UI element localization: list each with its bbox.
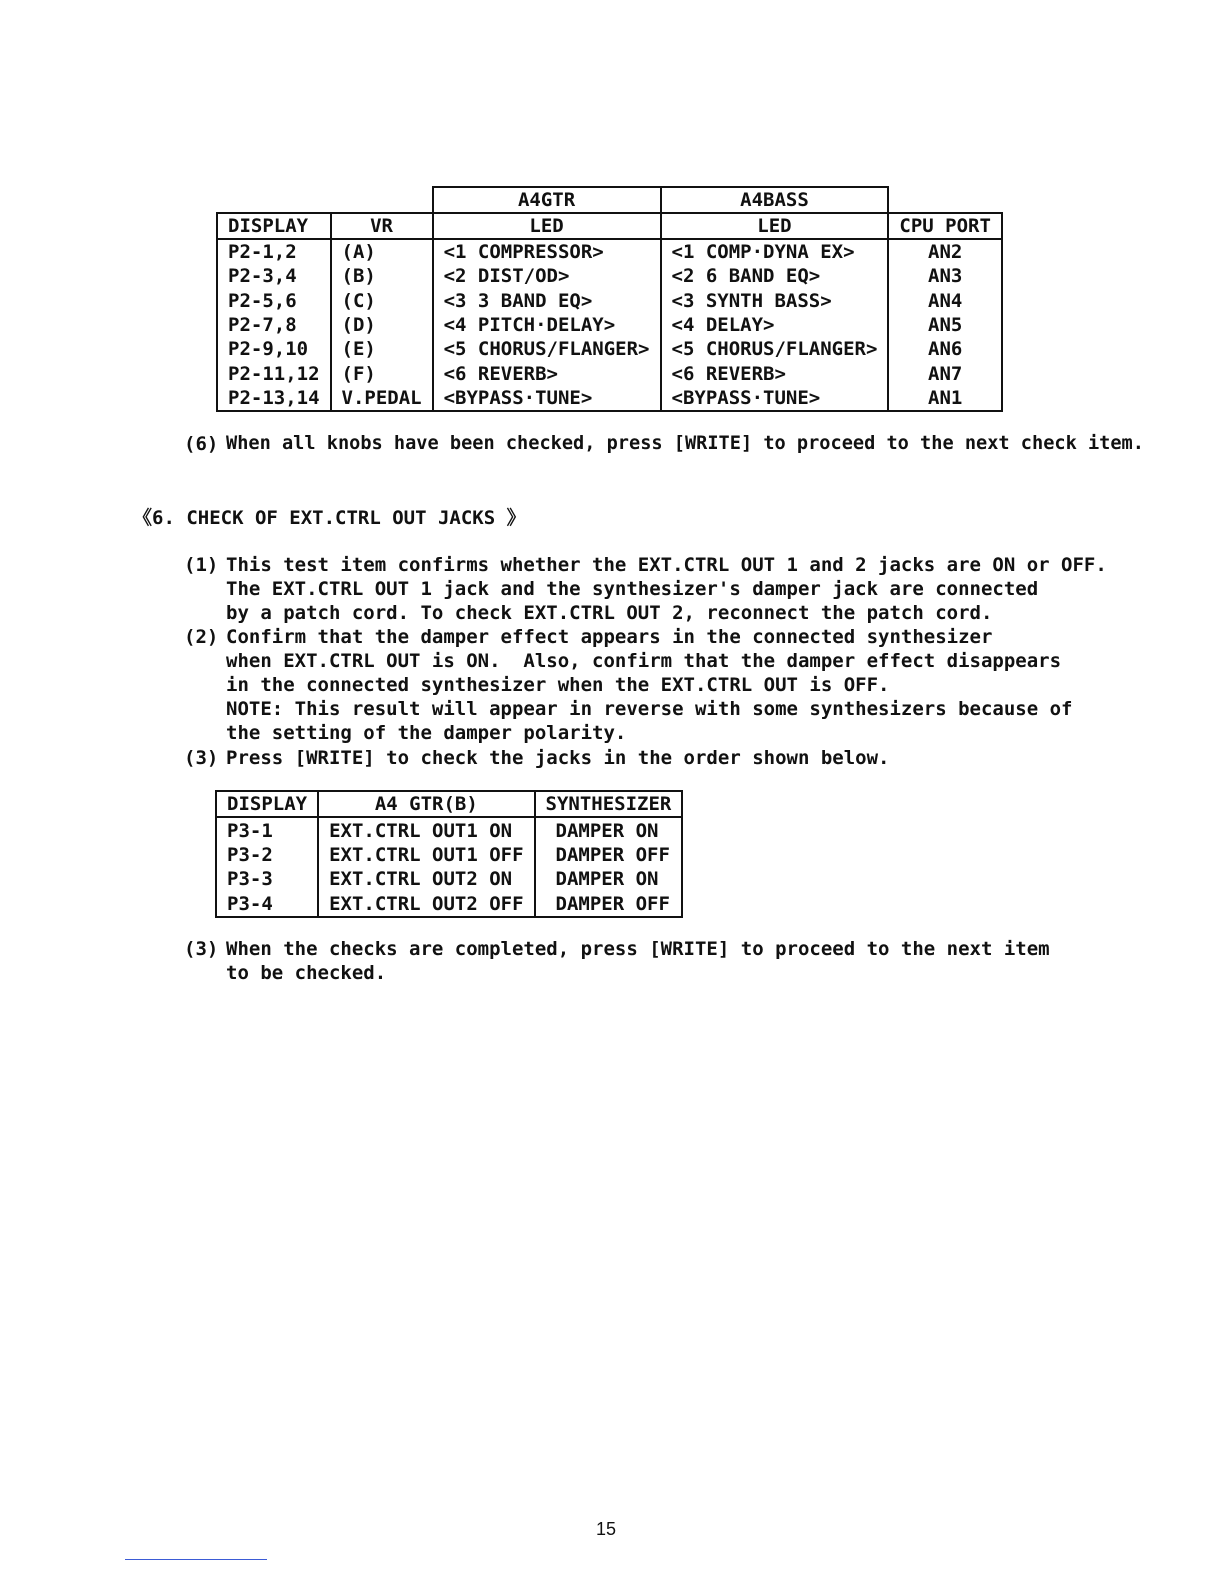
cell-gtr-led: <1 COMPRESSOR> <box>433 239 661 264</box>
item2-note: NOTE: This result will appear in reverse with some synthesizers because of <box>226 698 1073 720</box>
item3b-line: to be checked. <box>226 962 387 984</box>
cell-display: P3-2 <box>216 843 318 867</box>
cell-gtr-led: <4 PITCH·DELAY> <box>433 313 661 337</box>
knob-check-table <box>216 186 1003 412</box>
table-row <box>216 843 682 867</box>
cell-vr: (E) <box>331 337 433 361</box>
col-header-cpu-port: CPU PORT <box>888 213 1002 239</box>
cell-display: P2-1,2 <box>217 239 331 264</box>
cell-bass-led: <BYPASS·TUNE> <box>661 386 889 411</box>
cell-gtr-led: <6 REVERB> <box>433 361 661 385</box>
cell-cpu-port: AN3 <box>888 264 1002 288</box>
cell-gtr: EXT.CTRL OUT2 OFF <box>318 892 534 917</box>
table-row <box>216 867 682 891</box>
item1-line: The EXT.CTRL OUT 1 jack and the synthesizer's damper jack are connected <box>226 578 1039 600</box>
item2-line: Confirm that the damper effect appears in the connected synthesizer <box>226 626 993 648</box>
cell-display: P2-7,8 <box>217 313 331 337</box>
cell-bass-led: <6 REVERB> <box>661 361 889 385</box>
cell-display: P2-3,4 <box>217 264 331 288</box>
cell-vr: V.PEDAL <box>331 386 433 411</box>
cell-bass-led: <5 CHORUS/FLANGER> <box>661 337 889 361</box>
cell-display: P3-3 <box>216 867 318 891</box>
cell-cpu-port: AN1 <box>888 386 1002 411</box>
cell-bass-led: <3 SYNTH BASS> <box>661 289 889 313</box>
cell-display: P3-4 <box>216 892 318 917</box>
cell-vr: (A) <box>331 239 433 264</box>
group-header-bass: A4BASS <box>661 187 889 213</box>
cell-gtr: EXT.CTRL OUT1 OFF <box>318 843 534 867</box>
group-header-gtr: A4GTR <box>433 187 661 213</box>
cell-gtr-led: <2 DIST/OD> <box>433 264 661 288</box>
col-header-display: DISPLAY <box>216 791 318 817</box>
item2-line: in the connected synthesizer when the EXT.CTRL OUT is OFF. <box>226 674 890 696</box>
cell-synth: DAMPER OFF <box>535 892 683 917</box>
cell-cpu-port: AN4 <box>888 289 1002 313</box>
cell-display: P2-5,6 <box>217 289 331 313</box>
item3-number: (3) <box>184 747 219 769</box>
table-row <box>216 817 682 842</box>
item1-line: by a patch cord. To check EXT.CTRL OUT 2, reconnect the patch cord. <box>226 602 993 624</box>
step6-text: When all knobs have been checked, press [WRITE] to proceed to the next check item. <box>226 433 1144 454</box>
table-row <box>217 313 1002 337</box>
cell-gtr-led: <BYPASS·TUNE> <box>433 386 661 411</box>
table-row <box>217 361 1002 385</box>
cell-display: P2-13,14 <box>217 386 331 411</box>
cell-vr: (B) <box>331 264 433 288</box>
table-header-row <box>216 791 682 817</box>
cell-cpu-port: AN5 <box>888 313 1002 337</box>
jack-check-table <box>215 790 683 918</box>
table-header-row <box>217 213 1002 239</box>
cell-synth: DAMPER ON <box>535 867 683 891</box>
cell-synth: DAMPER ON <box>535 817 683 842</box>
cell-display: P2-11,12 <box>217 361 331 385</box>
table-row <box>217 264 1002 288</box>
item2-note: the setting of the damper polarity. <box>226 722 627 744</box>
step6-number: (6) <box>184 433 219 455</box>
col-header-bass-led: LED <box>661 213 889 239</box>
table-row <box>217 337 1002 361</box>
col-header-gtr-led: LED <box>433 213 661 239</box>
table-row <box>217 289 1002 313</box>
section-title: 《6. CHECK OF EXT.CTRL OUT JACKS 》 <box>133 507 526 529</box>
footer-rule <box>125 1559 267 1560</box>
table-row <box>216 892 682 917</box>
cell-bass-led: <2 6 BAND EQ> <box>661 264 889 288</box>
item1-number: (1) <box>184 554 219 576</box>
col-header-synth: SYNTHESIZER <box>535 791 683 817</box>
page-number: 15 <box>596 1519 617 1539</box>
cell-vr: (C) <box>331 289 433 313</box>
item3b-number: (3) <box>184 938 219 960</box>
cell-cpu-port: AN2 <box>888 239 1002 264</box>
col-header-display: DISPLAY <box>217 213 331 239</box>
cell-vr: (F) <box>331 361 433 385</box>
cell-cpu-port: AN7 <box>888 361 1002 385</box>
item1-line: This test item confirms whether the EXT.CTRL OUT 1 and 2 jacks are ON or OFF. <box>226 554 1107 576</box>
cell-bass-led: <4 DELAY> <box>661 313 889 337</box>
table-group-header-row <box>217 187 1002 213</box>
cell-display: P3-1 <box>216 817 318 842</box>
cell-synth: DAMPER OFF <box>535 843 683 867</box>
item2-line: when EXT.CTRL OUT is ON. Also, confirm that the damper effect disappears <box>226 650 1062 672</box>
col-header-gtr: A4 GTR(B) <box>318 791 534 817</box>
table-row <box>217 386 1002 411</box>
cell-gtr-led: <3 3 BAND EQ> <box>433 289 661 313</box>
item3b-line: When the checks are completed, press [WRITE] to proceed to the next item <box>226 938 1050 960</box>
cell-gtr: EXT.CTRL OUT2 ON <box>318 867 534 891</box>
table-row <box>217 239 1002 264</box>
item2-number: (2) <box>184 626 219 648</box>
item3-text: Press [WRITE] to check the jacks in the order shown below. <box>226 747 890 769</box>
col-header-vr: VR <box>331 213 433 239</box>
cell-bass-led: <1 COMP·DYNA EX> <box>661 239 889 264</box>
cell-cpu-port: AN6 <box>888 337 1002 361</box>
cell-display: P2-9,10 <box>217 337 331 361</box>
cell-gtr-led: <5 CHORUS/FLANGER> <box>433 337 661 361</box>
cell-vr: (D) <box>331 313 433 337</box>
cell-gtr: EXT.CTRL OUT1 ON <box>318 817 534 842</box>
